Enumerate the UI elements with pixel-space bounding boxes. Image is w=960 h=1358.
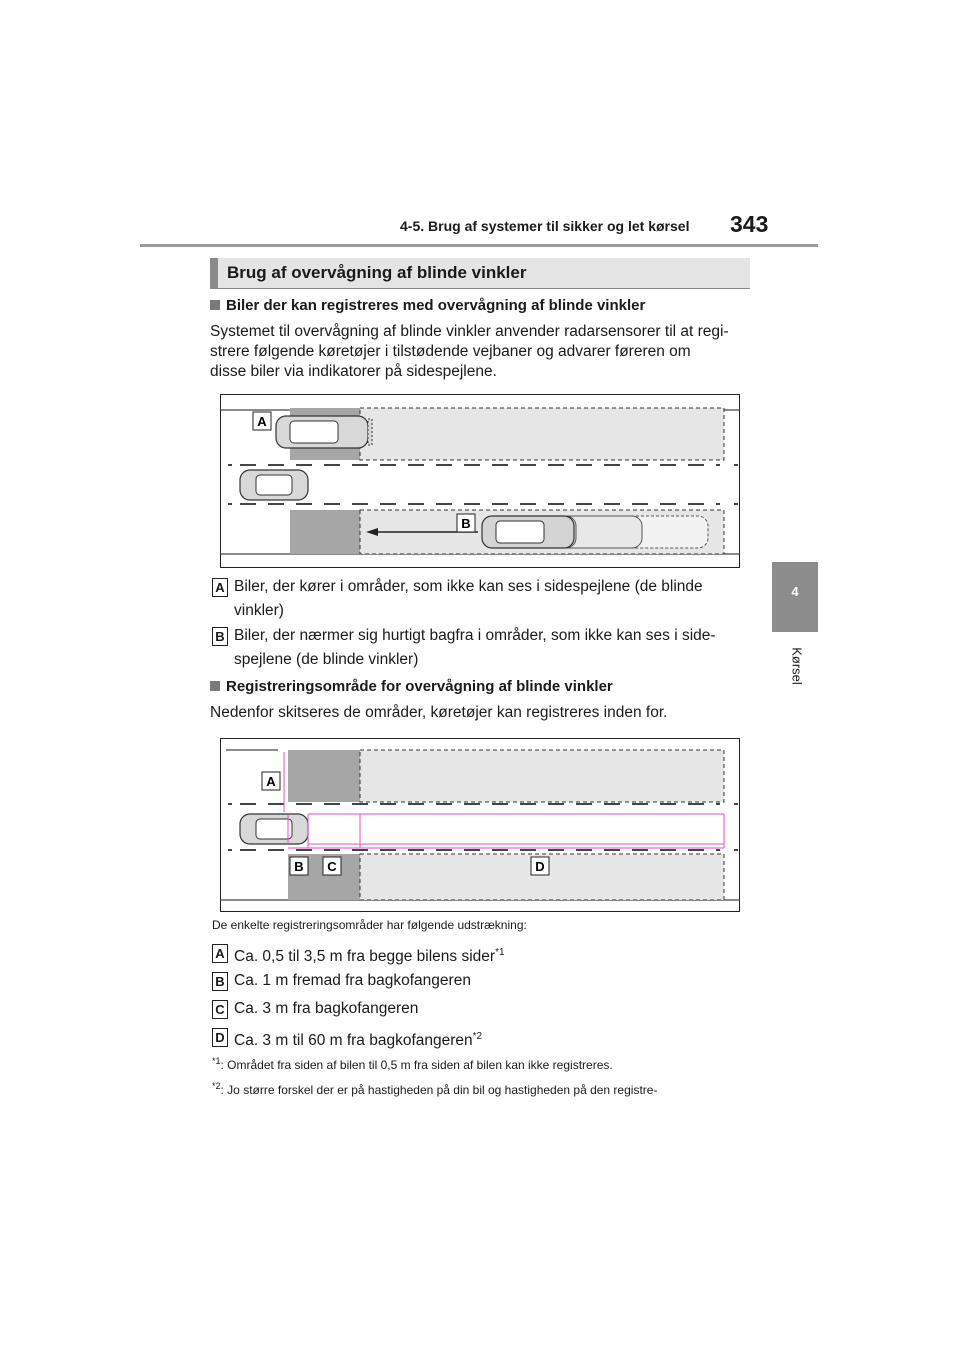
- chapter-tab-number: 4: [791, 584, 799, 599]
- diagram2-label-b: B: [294, 859, 304, 874]
- range-caption: De enkelte registreringsområder har følgende udstrækning:: [212, 918, 527, 932]
- subheading-detectable-vehicles: Biler der kan registreres med overvågning af blinde vinkler: [210, 297, 645, 314]
- bullet-square-icon: [210, 681, 220, 691]
- car-b-icon: [482, 516, 708, 548]
- subheading-detection-range: Registreringsområde for overvågning af blinde vinkler: [210, 678, 613, 695]
- chapter-tab-label: Kørsel: [789, 647, 805, 685]
- car-a-icon: [276, 416, 372, 448]
- blind-spot-diagram: [220, 394, 740, 568]
- section-title: Brug af overvågning af blinde vinkler: [210, 258, 750, 288]
- chapter-tab: [772, 562, 818, 632]
- diagram1-label-b: B: [461, 516, 471, 531]
- range-zone-upper-dark: [288, 750, 360, 802]
- detection-range-diagram: [220, 738, 740, 912]
- range-intro: Nedenfor skitseres de områder, køretøjer kan registreres inden for.: [210, 704, 668, 721]
- page-number: 343: [730, 211, 769, 237]
- diagram2-label-c: C: [327, 859, 337, 874]
- intro-paragraph: Systemet til overvågning af blinde vinkler anvender radarsensorer til at regi- strere følgende køretøjer i tilstødende vejbaner og advarer føreren om disse biler via indikatorer på sidespejlene.: [210, 323, 729, 380]
- zone-lower-dark: [290, 510, 360, 554]
- diagram1-label-a: A: [257, 414, 267, 429]
- header-rule: [140, 244, 818, 247]
- range-zone-upper-light: [360, 750, 724, 802]
- footnote-2: $^{*2}$: Jo større forskel der er på hastigheden på din bil og hastigheden på den registre-: [212, 1081, 658, 1097]
- diagram2-label-d: D: [535, 859, 545, 874]
- section-rule: [210, 288, 750, 289]
- chapter-title: 4-5. Brug af systemer til sikker og let kørsel: [400, 218, 690, 234]
- own-car-icon: [240, 470, 308, 500]
- own-car-icon: [240, 814, 308, 844]
- bullet-square-icon: [210, 300, 220, 310]
- diagram2-label-a: A: [266, 774, 276, 789]
- footnote-1: $^{*1}$: Området fra siden af bilen til 0,5 m fra siden af bilen kan ikke registreres.: [212, 1056, 613, 1072]
- zone-upper-light: [360, 408, 724, 460]
